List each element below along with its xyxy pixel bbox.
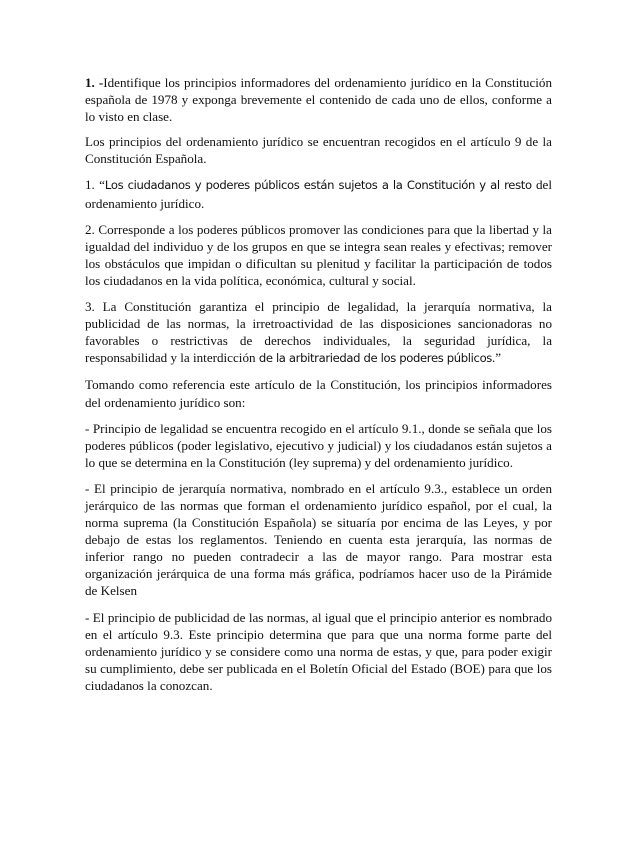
transition-paragraph: Tomando como referencia este artículo de la Constitución, los principios informadores del ordenamiento jurídico son: <box>85 377 552 410</box>
question-paragraph <box>85 74 552 125</box>
principle-publicidad: - El principio de publicidad de las normas, al igual que el principio anterior es nombrado en el artículo 9.3. Este principio determina que para que una norma forme parte del ordenamiento jurídico y se considere como una norma de estas, y que, para poder exigir su cumplimiento, debe ser publicada en el Boletín Oficial del Estado (BOE) para que los ciudadanos la conozcan. <box>85 609 552 693</box>
principle-legalidad: - Principio de legalidad se encuentra recogido en el artículo 9.1., donde se señala que los poderes públicos (poder legislativo, ejecutivo y judicial) y los ciudadanos están sujetos a lo que se determina en la Constitución (ley suprema) y del ordenamiento jurídico. <box>85 420 552 470</box>
article-point-1 <box>85 176 552 211</box>
article-point-3-main: 3. La Constitución garantiza el principio de legalidad, la jerarquía normativa, la publicidad de las normas, la irretroactividad de las disposiciones sancionadoras no favorables o restrictivas de derechos individuales, la seguridad jurídica, la responsabilidad y la interdicción <box>85 299 552 366</box>
principle-jerarquia: - El principio de jerarquía normativa, nombrado en el artículo 9.3., establece un orden jerárquico de las normas que forman el ordenamiento jurídico español, por el cual, la norma suprema (la Constitución Española) se situaría por encima de las Leyes, y por debajo de estas los reglamentos. Teniendo en cuenta esta jerarquía, las normas de inferior rango no pueden contradecir a las de mayor rango. Para mostrar esta organización jerárquica de una forma más gráfica, podríamos hacer uso de la Pirámide de Kelsen <box>85 480 552 599</box>
article-point-3-quote: de la arbitrariedad de los poderes públicos <box>258 351 492 366</box>
intro-paragraph: Los principios del ordenamiento jurídico se encuentran recogidos en el artículo 9 de la Constitución Española. <box>85 134 552 167</box>
article-point-1-prefix: 1. “ <box>85 177 105 193</box>
question-text: Identifique los principios informadores del ordenamiento jurídico en la Constitución española de 1978 y exponga brevemente el contenido de cada uno de ellos, conforme a lo visto en clase. <box>85 75 552 125</box>
article-point-3 <box>85 298 552 367</box>
article-point-1-quote: Los ciudadanos y poderes públicos están sujetos a la Constitución y al resto <box>104 178 532 193</box>
question-number: 1. - <box>85 75 104 90</box>
document-page <box>85 74 552 703</box>
article-point-3-end: .” <box>492 350 502 366</box>
article-point-2: 2. Corresponde a los poderes públicos promover las condiciones para que la libertad y la igualdad del individuo y de los grupos en que se integra sean reales y efectivas; remover los obstáculos que impidan o dificultan su plenitud y facilitar la participación de todos los ciudadanos en la vida política, económica, cultural y social. <box>85 221 552 288</box>
article-point-1-rest: del ordenamiento jurídico. <box>85 177 552 211</box>
